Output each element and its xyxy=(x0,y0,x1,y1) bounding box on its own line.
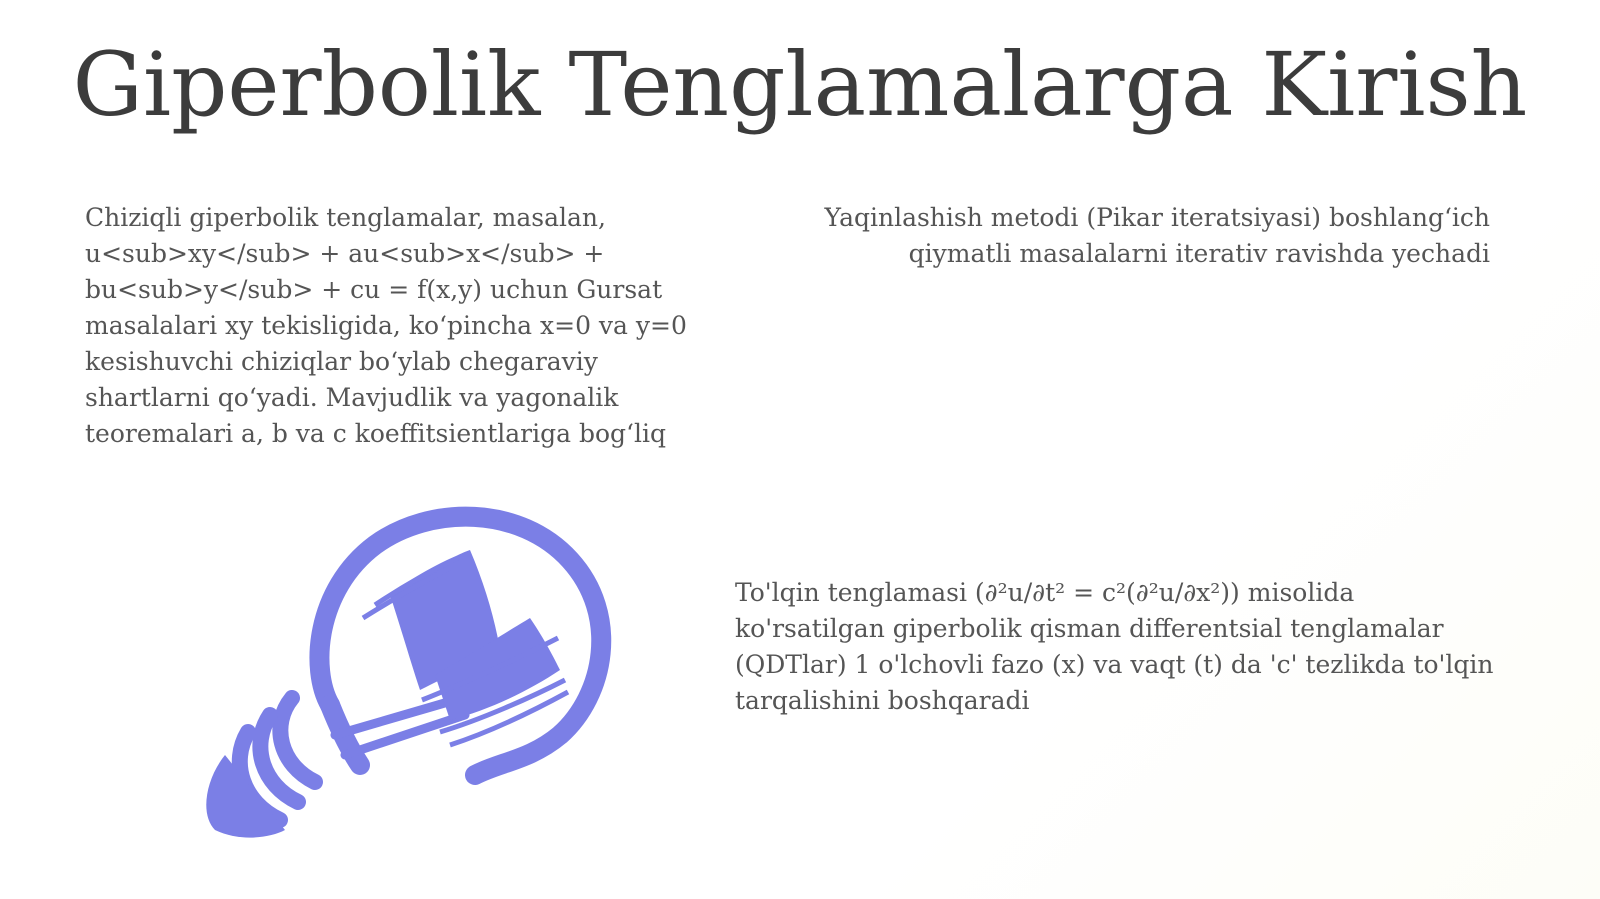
left-paragraph: Chiziqli giperbolik tenglamalar, masalan, u<sub>xy</sub> + au<sub>x</sub> + bu<sub>y</sub> + cu = f(x,y) uchun Gursat masalalari xy tekisligida, ko‘pincha x=0 va y=0 kesishuvchi chiziqlar bo‘ylab chegaraviy shartlarni qo‘yadi. Mavjudlik va yagonalik teoremalari a, b va c koeffitsientlariga bog‘liq xyxy=(85,203,687,448)
right-top-paragraph: Yaqinlashish metodi (Pikar iteratsiyasi) boshlang‘ich qiymatli masalalarni iterativ ravishda yechadi xyxy=(824,203,1490,268)
right-bottom-paragraph: To'lqin tenglamasi (∂²u/∂t² = c²(∂²u/∂x²)) misolida ko'rsatilgan giperbolik qisman differentsial tenglamalar (QDTlar) 1 o'lchovli fazo (x) va vaqt (t) da 'c' tezlikda to'lqin tarqalishini boshqaradi xyxy=(735,578,1494,715)
slide-title: Giperbolik Tenglamalarga Kirish xyxy=(72,33,1528,136)
lightbulb-book-icon xyxy=(200,500,620,850)
